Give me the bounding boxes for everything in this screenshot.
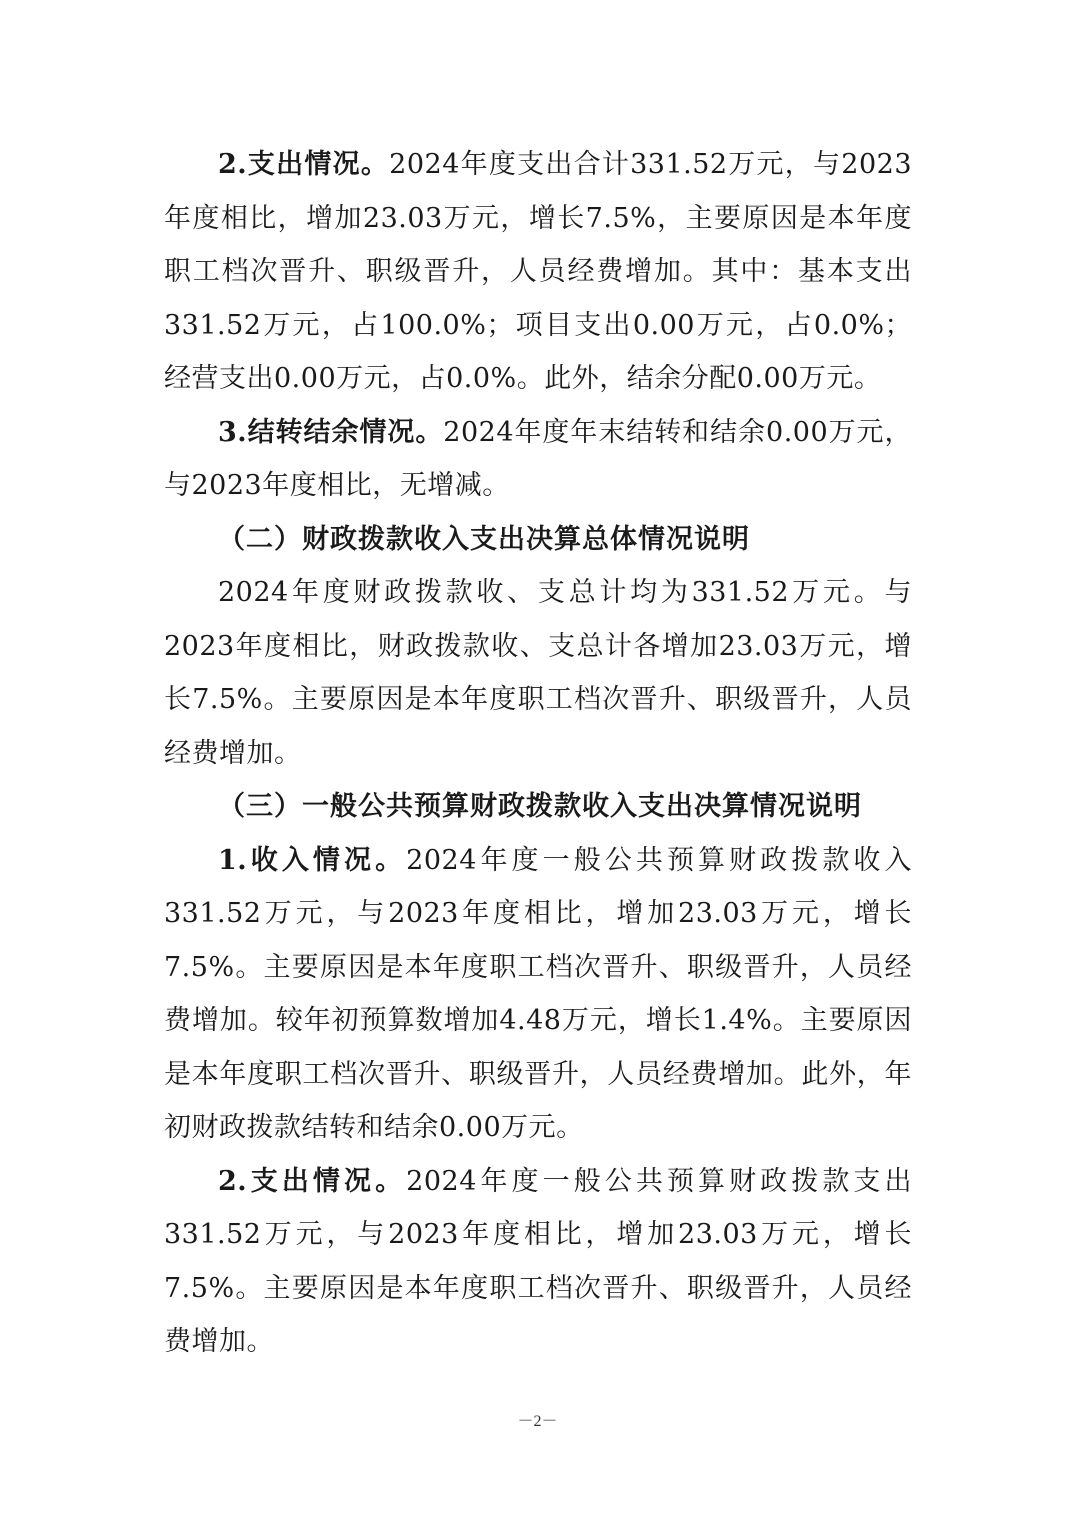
- page-number: －2－: [517, 1413, 558, 1430]
- document-page: [164, 138, 912, 1369]
- general-expenditure-lead: 2.支出情况。: [218, 1165, 407, 1197]
- carryover-paragraph: [164, 406, 912, 513]
- fiscal-total-paragraph: 2024年度财政拨款收、支总计均为331.52万元。与2023年度相比，财政拨款收、支总计各增加23.03万元，增长7.5%。主要原因是本年度职工档次晋升、职级晋升，人员经费增加。: [164, 577, 912, 769]
- general-expenditure-text: 2024年度一般公共预算财政拨款支出331.52万元，与2023年度相比，增加23.03万元，增长7.5%。主要原因是本年度职工档次晋升、职级晋升，人员经费增加。: [164, 1165, 912, 1357]
- section-heading-2: （二）财政拨款收入支出决算总体情况说明: [218, 523, 750, 555]
- expenditure-lead: 2.支出情况。: [218, 149, 390, 180]
- general-expenditure-paragraph: [164, 1155, 912, 1369]
- general-income-text: 2024年度一般公共预算财政拨款收入331.52万元，与2023年度相比，增加23.03万元，增长7.5%。主要原因是本年度职工档次晋升、职级晋升，人员经费增加。较年初预算数增加4.48万元，增长1.4%。主要原因是本年度职工档次晋升、职级晋升，人员经费增加。此外，年初财政拨款结转和结余0.00万元。: [164, 844, 912, 1143]
- general-income-paragraph: [164, 834, 912, 1155]
- section-heading-3: （三）一般公共预算财政拨款收入支出决算情况说明: [218, 791, 862, 822]
- general-income-lead: 1.收入情况。: [218, 844, 407, 876]
- carryover-text: 2024年度年末结转和结余0.00万元，与2023年度相比，无增减。: [164, 416, 912, 501]
- carryover-lead: 3.结转结余情况。: [218, 416, 444, 448]
- expenditure-paragraph: [164, 138, 912, 406]
- expenditure-text: 2024年度支出合计331.52万元，与2023年度相比，增加23.03万元，增长7.5%，主要原因是本年度职工档次晋升、职级晋升，人员经费增加。其中：基本支出331.52万元，占100.0%；项目支出0.00万元，占0.0%；经营支出0.00万元，占0.0%。此外，结余分配0.00万元。: [164, 149, 912, 394]
